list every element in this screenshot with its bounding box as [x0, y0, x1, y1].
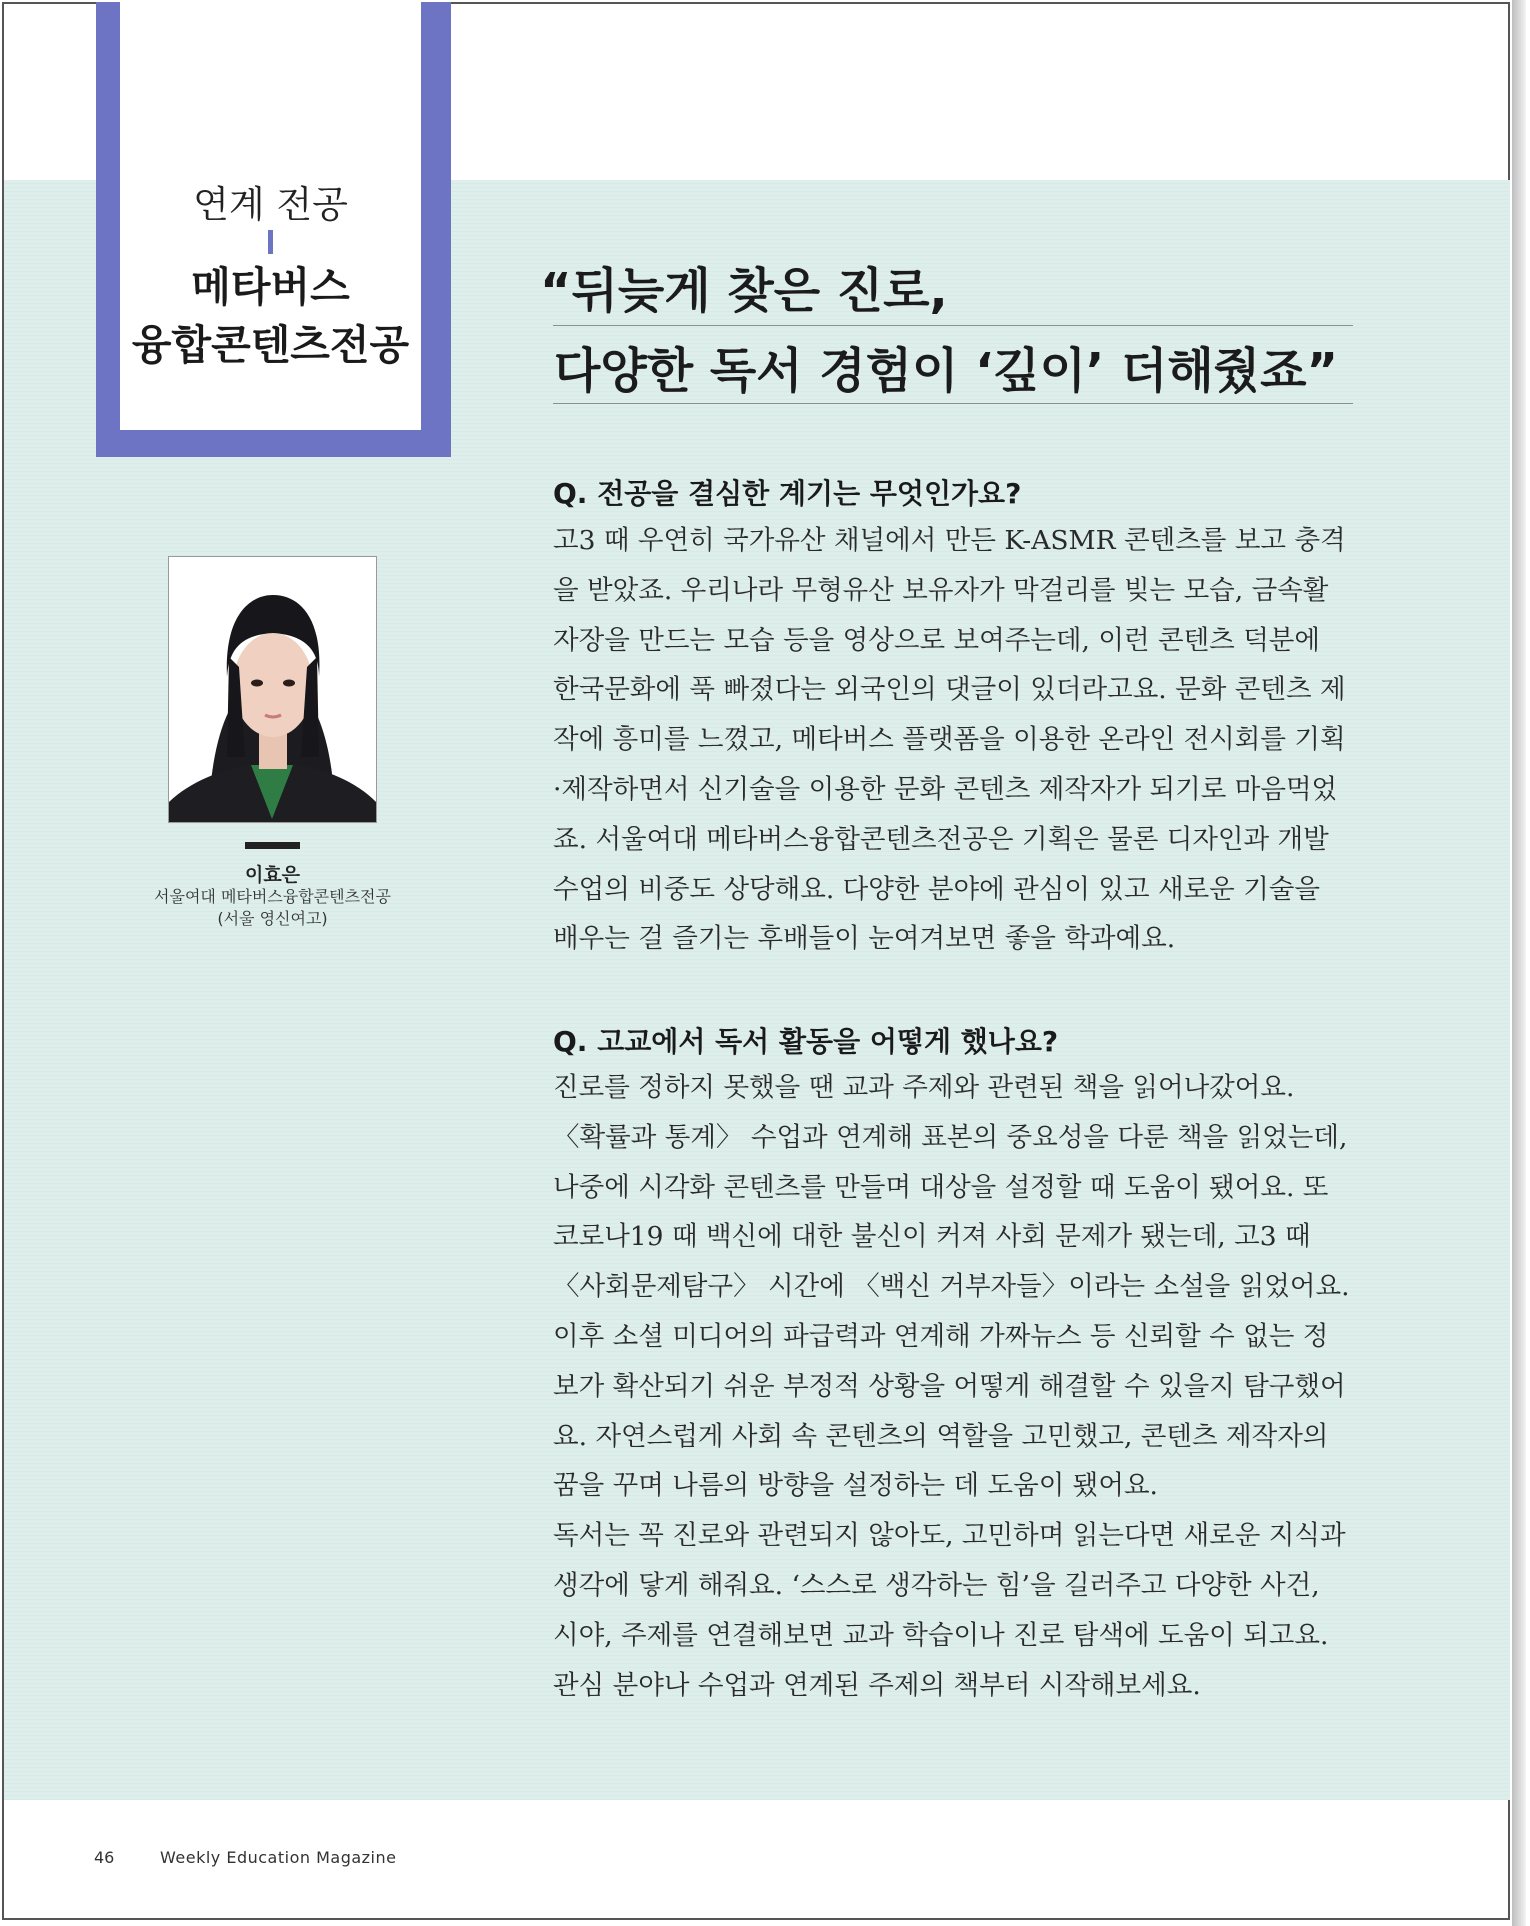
headline-line2: 다양한 독서 경험이 ‘깊이’ 더해줬죠”	[554, 343, 1339, 399]
profile-high-school: (서울 영신여고)	[217, 909, 328, 928]
answer-1	[553, 516, 1353, 964]
headline-rule-bottom	[553, 403, 1353, 404]
profile-name: 이효은	[244, 864, 301, 886]
major-box-inner	[120, 2, 421, 430]
major-title-line2: 융합콘텐츠전공	[131, 321, 410, 369]
profile-school: 서울여대 메타버스융합콘텐츠전공	[154, 887, 391, 906]
profile-divider	[245, 842, 300, 849]
question-1: Q. 전공을 결심한 계기는 무엇인가요?	[553, 477, 1022, 510]
magazine-name: Weekly Education Magazine	[160, 1848, 397, 1867]
major-divider	[268, 230, 273, 254]
page-edge-shadow	[1512, 0, 1526, 1926]
major-kicker: 연계 전공	[193, 183, 348, 226]
question-2: Q. 고교에서 독서 활동을 어떻게 했나요?	[553, 1025, 1059, 1058]
answer-2-paragraph-2: 독서는 꼭 진로와 관련되지 않아도, 고민하며 읽는다면 새로운 지식과 생각에 닿게 해줘요. ‘스스로 생각하는 힘’을 길러주고 다양한 사건, 시야, 주제를 연결해보면 교과 학습이나 진로 탐색에 도움이 되고요. 관심 분야나 수업과 연계된 주제의 책부터 시작해보세요.	[553, 1520, 1346, 1701]
major-title	[120, 258, 421, 374]
headline-rule-top	[553, 325, 1353, 326]
answer-2-paragraph-1: 진로를 정하지 못했을 땐 교과 주제와 관련된 책을 읽어나갔어요. 〈확률과 통계〉 수업과 연계해 표본의 중요성을 다룬 책을 읽었는데, 나중에 시각화 콘텐츠를 만들며 대상을 설정할 때 도움이 됐어요. 또 코로나19 때 백신에 대한 불신이 커져 사회 문제가 됐는데, 고3 때 〈사회문제탐구〉 시간에 〈백신 거부자들〉이라는 소설을 읽었어요. 이후 소셜 미디어의 파급력과 연계해 가짜뉴스 등 신뢰할 수 없는 정보가 확산되기 쉬운 부정적 상황을 어떻게 해결할 수 있을지 탐구했어요. 자연스럽게 사회 속 콘텐츠의 역할을 고민했고, 콘텐츠 제작자의 꿈을 꾸며 나름의 방향을 설정하는 데 도움이 됐어요.	[553, 1072, 1350, 1502]
major-box	[96, 2, 451, 457]
major-title-line1: 메타버스	[191, 263, 350, 311]
page-number: 46	[94, 1848, 115, 1867]
student-portrait-icon	[169, 557, 376, 822]
headline-line1: “뒤늦게 찾은 진로,	[540, 263, 948, 319]
profile-photo	[168, 556, 377, 823]
profile-info	[120, 886, 425, 930]
answer-1-paragraph: 고3 때 우연히 국가유산 채널에서 만든 K-ASMR 콘텐츠를 보고 충격을 받았죠. 우리나라 무형유산 보유자가 막걸리를 빚는 모습, 금속활자장을 만드는 모습 등을 영상으로 보여주는데, 이런 콘텐츠 덕분에 한국문화에 푹 빠졌다는 외국인의 댓글이 있더라고요. 문화 콘텐츠 제작에 흥미를 느꼈고, 메타버스 플랫폼을 이용한 온라인 전시회를 기획·제작하면서 신기술을 이용한 문화 콘텐츠 제작자가 되기로 마음먹었죠. 서울여대 메타버스융합콘텐츠전공은 기획은 물론 디자인과 개발 수업의 비중도 상당해요. 다양한 분야에 관심이 있고 새로운 기술을 배우는 걸 즐기는 후배들이 눈여겨보면 좋을 학과예요.	[553, 525, 1346, 955]
answer-2	[553, 1063, 1353, 1710]
